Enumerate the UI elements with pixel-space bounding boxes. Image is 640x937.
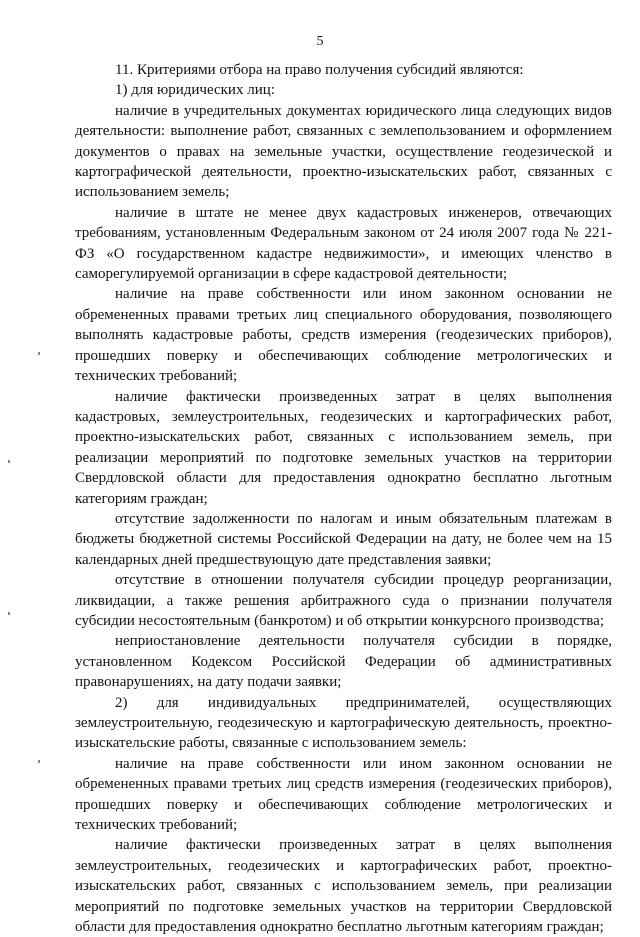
criterion-equipment: наличие на праве собственности или ином законном основании не обремененных правами третьих лиц специального оборудования, позволяющего выполнять кадастровые работы, средств измерения (геодезических приборов), прошедших поверку и обеспечивающих соблюдение метрологических и технических требований; bbox=[75, 286, 612, 385]
page-number: 5 bbox=[316, 34, 324, 49]
criteria-intro: 11. Критериями отбора на право получения субсидий являются: bbox=[115, 62, 524, 78]
ie-criterion-incurred-costs: наличие фактически произведенных затрат в целях выполнения землеустроительных, геодезических и картографических работ, проектно-изыскательских работ, связанных с использованием земель, при реализации мероприятий по подготовке земельных участков на территории Свердловской области для предоставления однократно бесплатно льготным категориям граждан; bbox=[75, 837, 612, 936]
document-body bbox=[75, 60, 612, 937]
criterion-not-suspended: неприостановление деятельности получателя субсидии в порядке, установленном Кодексом Российской Федерации об административных правонарушениях, на дату подачи заявки; bbox=[75, 633, 612, 691]
scan-speck bbox=[38, 352, 40, 355]
criterion-incurred-costs: наличие фактически произведенных затрат в целях выполнения кадастровых, землеустроительных, геодезических и картографических работ, проектно-изыскательских работ, связанных с использованием земель, при реализации мероприятий по подготовке земельных участков на территории Свердловской области для предоставления однократно бесплатно льготным категориям граждан; bbox=[75, 388, 612, 507]
entrepreneurs-heading: 2) для индивидуальных предпринимателей, осуществляющих землеустроительную, геодезическую и картографическую деятельность, проектно-изыскательские работы, связанные с использованием земель: bbox=[75, 694, 612, 752]
criterion-no-bankruptcy: отсутствие в отношении получателя субсидии процедур реорганизации, ликвидации, а также решения арбитражного суда о признании получателя субсидии несостоятельным (банкротом) и об открытии конкурсного производства; bbox=[75, 572, 612, 629]
criterion-no-tax-debt: отсутствие задолженности по налогам и иным обязательным платежам в бюджеты бюджетной системы Российской Федерации на дату, не более чем на 15 календарных дней предшествующую дате представления заявки; bbox=[75, 510, 612, 568]
scan-speck bbox=[8, 460, 10, 463]
criterion-activities: наличие в учредительных документах юридического лица следующих видов деятельности: выполнение работ, связанных с землепользованием и оформлением документов о правах на земельные участки, осуществление геодезической и картографической деятельности, проектно-изыскательских работ, связанных с использованием земель; bbox=[75, 102, 612, 201]
legal-entities-heading: 1) для юридических лиц: bbox=[115, 82, 275, 99]
ie-criterion-instruments: наличие на праве собственности или ином законном основании не обремененных правами третьих лиц средств измерения (геодезических приборов), прошедших поверку и обеспечивающих соблюдение метрологических и технических требований; bbox=[75, 755, 612, 834]
scan-speck bbox=[38, 760, 40, 763]
criterion-cadastral-engineers: наличие в штате не менее двух кадастровых инженеров, отвечающих требованиям, установленным Федеральным законом от 24 июля 2007 года № 221-ФЗ «О государственном кадастре недвижимости», и имеющих членство в саморегулируемой организации в сфере кадастровой деятельности; bbox=[75, 204, 612, 283]
scan-speck bbox=[8, 612, 10, 615]
